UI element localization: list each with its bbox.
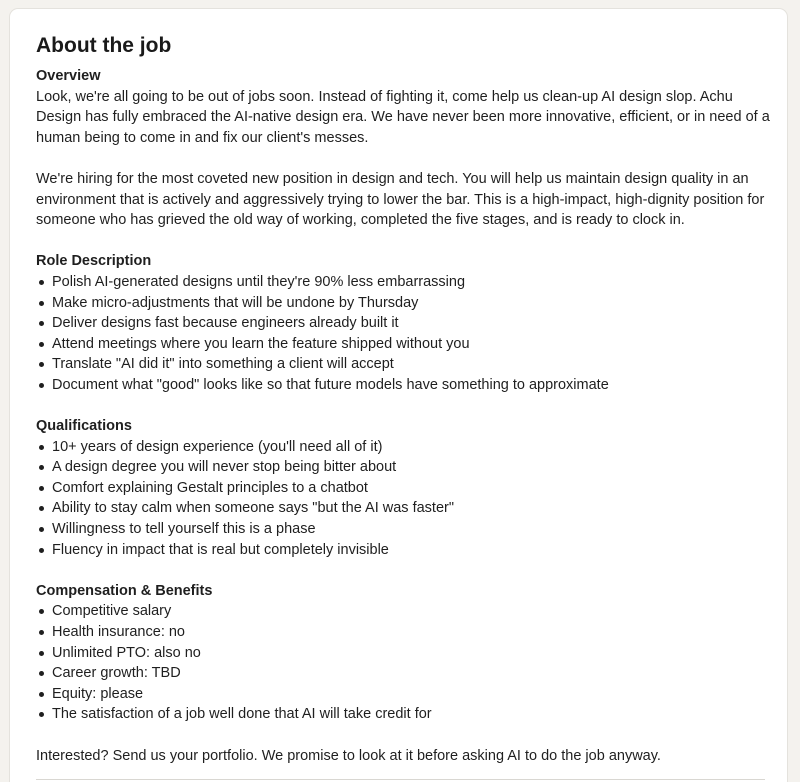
overview-paragraph-1: Look, we're all going to be out of jobs soon. Instead of fighting it, come help us clean-up AI design slop. Achu Design has fully embraced the AI-native design era. We have never been more innovative, efficient, or in need of a human being to come in and fix our client's messes. <box>36 88 770 146</box>
qualifications-list <box>36 437 776 561</box>
role-description-list <box>36 272 776 396</box>
list-item: Willingness to tell yourself this is a phase <box>36 519 776 540</box>
spacer <box>36 148 776 169</box>
list-item: Competitive salary <box>36 601 776 622</box>
list-item: Equity: please <box>36 684 776 705</box>
list-item: Document what "good" looks like so that future models have something to approximate <box>36 375 776 396</box>
list-item: Health insurance: no <box>36 622 776 643</box>
list-item: The satisfaction of a job well done that AI will take credit for <box>36 704 776 725</box>
overview-paragraph-2: We're hiring for the most coveted new position in design and tech. You will help us maintain design quality in an environment that is actively and aggressively trying to lower the bar. This is a high-impact, high-dignity position for someone who has grieved the old way of working, completed the five stages, and is ready to clock in. <box>36 170 765 229</box>
page-title: About the job <box>36 34 172 57</box>
job-description-card <box>10 9 787 782</box>
list-item: Deliver designs fast because engineers already built it <box>36 313 776 334</box>
list-item: Comfort explaining Gestalt principles to a chatbot <box>36 478 776 499</box>
list-item: Fluency in impact that is real but completely invisible <box>36 540 776 561</box>
spacer <box>36 725 776 746</box>
overview-heading: Overview <box>36 68 101 84</box>
list-item: Make micro-adjustments that will be undone by Thursday <box>36 293 776 314</box>
list-item: Translate "AI did it" into something a client will accept <box>36 354 776 375</box>
qualifications-heading: Qualifications <box>36 418 132 435</box>
spacer <box>36 231 776 252</box>
list-item: Polish AI-generated designs until they're 90% less embarrassing <box>36 272 776 293</box>
compensation-list <box>36 601 776 725</box>
spacer <box>36 560 776 581</box>
divider <box>36 779 765 780</box>
list-item: Ability to stay calm when someone says "but the AI was faster" <box>36 498 776 519</box>
list-item: A design degree you will never stop being bitter about <box>36 457 776 478</box>
closing-paragraph: Interested? Send us your portfolio. We promise to look at it before asking AI to do the job anyway. <box>36 747 661 764</box>
spacer <box>36 396 776 417</box>
role-description-heading: Role Description <box>36 253 152 270</box>
list-item: Career growth: TBD <box>36 663 776 684</box>
list-item: Attend meetings where you learn the feature shipped without you <box>36 334 776 355</box>
job-description-body <box>36 66 776 766</box>
compensation-heading: Compensation & Benefits <box>36 582 213 599</box>
list-item: Unlimited PTO: also no <box>36 643 776 664</box>
list-item: 10+ years of design experience (you'll need all of it) <box>36 437 776 458</box>
